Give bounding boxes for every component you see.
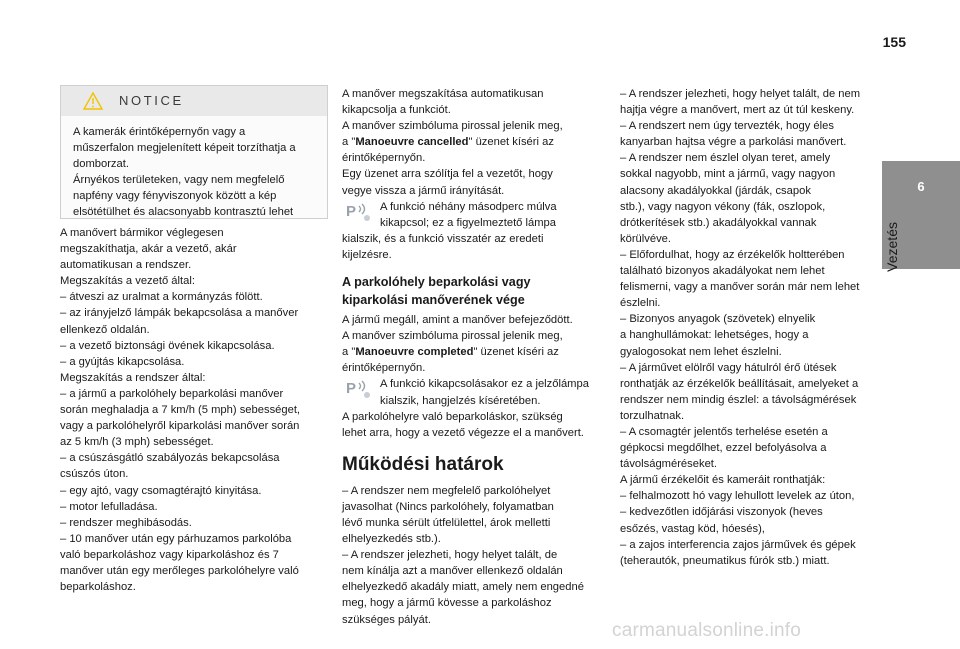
quote-close: " üzenet kíséri az [468,136,554,149]
text-line: (teherautók, pneumatikus fúrók stb.) miatt. [620,554,830,567]
text-line: Megszakítás a vezető által: [60,275,195,288]
text-line: érintőképernyőn. [342,152,426,165]
warning-triangle-icon [83,92,103,110]
text-line: nem kínálja azt a manőver ellenkező oldalán [342,565,563,578]
text-line: a hanghullámokat: lehetséges, hogy a [620,329,809,342]
text-line: kanyarban hajtsa végre a parkolási manővert. [620,136,847,149]
icon-note-2 [342,376,606,408]
text-line: A jármű megáll, amint a manőver befejeződött. [342,314,573,327]
text-line: szükséges pályát. [342,613,431,626]
text-line: felismerni, vagy a manőver során már nem lehet [620,281,860,294]
text-line: vagy a parkolóhelyről kiparkolási manőver során [60,420,300,433]
text-line: található bizonyos akadályokat nem lehet [620,265,825,278]
cancelled-message: Manoeuvre cancelled [355,136,469,149]
text-line: – Bizonyos anyagok (szövetek) elnyelik [620,313,816,326]
text-line: – átveszi az uralmat a kormányzás fölött. [60,291,263,304]
text-line: – A rendszer nem megfelelő parkolóhelyet [342,484,551,497]
text-line: – a vezető biztonsági övének kikapcsolása. [60,339,275,352]
notice-line: műszerfalon megjelenített képeit torzíthatja a [73,142,296,155]
text-line: drótkerítések stb.) akadályokkal vannak [620,216,817,229]
text-line: hajtja végre a manővert, mert az út túl keskeny. [620,104,855,117]
text-line: A jármű érzékelőit és kameráit ronthatják: [620,474,826,487]
notice-line: Árnyékos területeken, vagy nem megfelelő [73,174,285,187]
text-line: A manőver megszakítása automatikusan [342,88,544,100]
notice-box [60,85,328,219]
quote-open: a " [342,136,356,149]
text-line: automatikusan a rendszer. [60,259,192,272]
completed-message: Manoeuvre completed [355,346,474,359]
quote-open: a " [342,346,356,359]
notice-line: napfény vagy fényviszonyok között a kép [73,190,277,203]
page-number: 155 [882,34,906,50]
svg-text:P: P [346,380,357,398]
text-line: torzulhatnak. [620,409,685,422]
text-line: – felhalmozott hó vagy lehullott levelek az úton, [620,490,855,503]
parking-assist-icon [342,378,374,400]
text-line: elhelyezkedő akadály miatt, amely nem engedné [342,581,584,594]
text-line: alacsony akadályokkal (járdák, csapok [620,184,811,197]
notice-body [61,116,327,221]
text-line: – egy ajtó, vagy csomagtérajtó kinyitása. [60,484,262,497]
notice-line: elsötétülhet és alacsonyabb kontrasztú lehet [73,206,294,219]
svg-text:P: P [346,202,357,220]
text-line: – A rendszer jelezheti, hogy helyet talált, de [342,549,558,562]
text-line: esőzés, vastag köd, hóesés), [620,522,765,535]
text-line: – a gyújtás kikapcsolása. [60,355,185,368]
text-line: érintőképernyőn. [342,362,426,375]
text-line: – Előfordulhat, hogy az érzékelők holtterében [620,248,845,261]
text-line: csúszós úton. [60,468,129,481]
column-2 [342,86,606,628]
notice-line: A kamerák érintőképernyőn vagy a [73,126,246,138]
text-line: ellenkező oldalán. [60,323,150,336]
chapter-tab-label: Vezetés [884,222,900,272]
text-line: – kedvezőtlen időjárási viszonyok (heves [620,506,823,519]
text-line: – rendszer meghibásodás. [60,516,192,529]
column-3 [620,86,878,569]
text-line: – A rendszer jelezheti, hogy helyet talált, de nem [620,88,861,100]
text-line: lévő munka sérült útfelülettel, árok melletti [342,516,551,529]
text-line: – a zajos interferencia zajos járművek és gépek [620,538,856,551]
text-line: való beparkoláshoz vagy kiparkoláshoz és 7 [60,548,279,561]
chapter-tab-label-wrap [882,222,906,362]
text-line: – a csúszásgátló szabályozás bekapcsolása [60,452,280,465]
text-line: rendszer nem mindig észlel: a távolságmérések [620,393,857,406]
text-line: kikapcsol; ez a figyelmeztető lámpa [380,216,556,229]
text-line: kikapcsolja a funkciót. [342,104,451,117]
icon-note-1 [342,199,606,231]
text-line: A funkció néhány másodperc múlva [380,200,557,213]
text-line: A manővert bármikor véglegesen [60,227,224,239]
text-line: gépkocsi megdőlhet, ezzel befolyásolva a [620,442,827,455]
text-line: A funkció kikapcsolásakor ez a jelzőlámpa [380,378,589,391]
text-line: javasolhat (Nincs parkolóhely, folyamatban [342,500,554,513]
text-line: kialszik, és a funkció visszatér az eredeti [342,232,544,245]
text-line: Egy üzenet arra szólítja fel a vezetőt, hogy [342,168,553,181]
notice-title: NOTICE [119,93,184,108]
text-line: során meghaladja a 7 km/h (5 mph) sebességet, [60,404,301,417]
heading-parking-end: A parkolóhely beparkolási vagy [342,275,531,290]
notice-header [61,86,327,116]
text-line: – A járművet elölről vagy hátulról érő ütések [620,361,837,374]
notice-line: domborzat. [73,158,129,171]
text-line: – 10 manőver után egy párhuzamos parkolóba [60,532,292,545]
parking-assist-icon [342,201,374,223]
text-line: – motor lefulladása. [60,500,158,513]
text-line: manőver után egy merőleges parkolóhelyre való [60,564,299,577]
text-line: stb.), vagy nagyon vékony (fák, oszlopok, [620,200,826,213]
column-1 [60,225,328,595]
text-line: – A rendszert nem úgy tervezték, hogy éles [620,120,834,133]
watermark: carmanualsonline.info [612,620,802,641]
text-line [342,344,606,360]
text-line: meg, hogy a jármű kövesse a parkoláshoz [342,597,552,610]
text-line: – A rendszer nem észlel olyan teret, amely [620,152,831,165]
text-line: A parkolóhelyre való beparkoláskor, szükség [342,410,563,423]
text-line: megszakíthatja, akár a vezető, akár [60,243,237,256]
text-line: Megszakítás a rendszer által: [60,371,206,384]
text-line: – A csomagtér jelentős terhelése esetén a [620,425,828,438]
quote-close: " üzenet kíséri az [473,346,559,359]
text-line: beparkoláshoz. [60,581,136,594]
text-line: A manőver szimbóluma pirossal jelenik meg, [342,120,563,133]
text-line: – a jármű a parkolóhely beparkolási manőver [60,387,284,400]
heading-operating-limits: Működési határok [342,453,504,475]
text-line: vegye vissza a jármű irányítását. [342,184,505,197]
text-line: gyalogosokat nem lehet észlelni. [620,345,782,358]
text-line: sokkal nagyobb, mint a jármű, vagy nagyon [620,168,836,181]
chapter-tab-number: 6 [917,179,925,194]
text-line: lehet arra, hogy a vezető végezze el a manővert. [342,426,584,439]
text-line: távolságméréseket. [620,458,718,471]
text-line: észlelni. [620,297,661,310]
text-line: körülvéve. [620,232,671,245]
text-line: az 5 km/h (3 mph) sebességet. [60,436,214,449]
heading-parking-end: kiparkolási manőverének vége [342,293,525,308]
text-line: elhelyezkedés stb.). [342,533,441,546]
text-line: ronthatják az érzékelők beállításait, amelyeket a [620,377,859,390]
text-line: – az irányjelző lámpák bekapcsolása a manőver [60,307,299,320]
text-line: A manőver szimbóluma pirossal jelenik meg, [342,330,563,343]
text-line: kijelzésre. [342,248,392,261]
text-line: kialszik, hangjelzés kíséretében. [380,394,541,407]
text-line [342,134,606,150]
